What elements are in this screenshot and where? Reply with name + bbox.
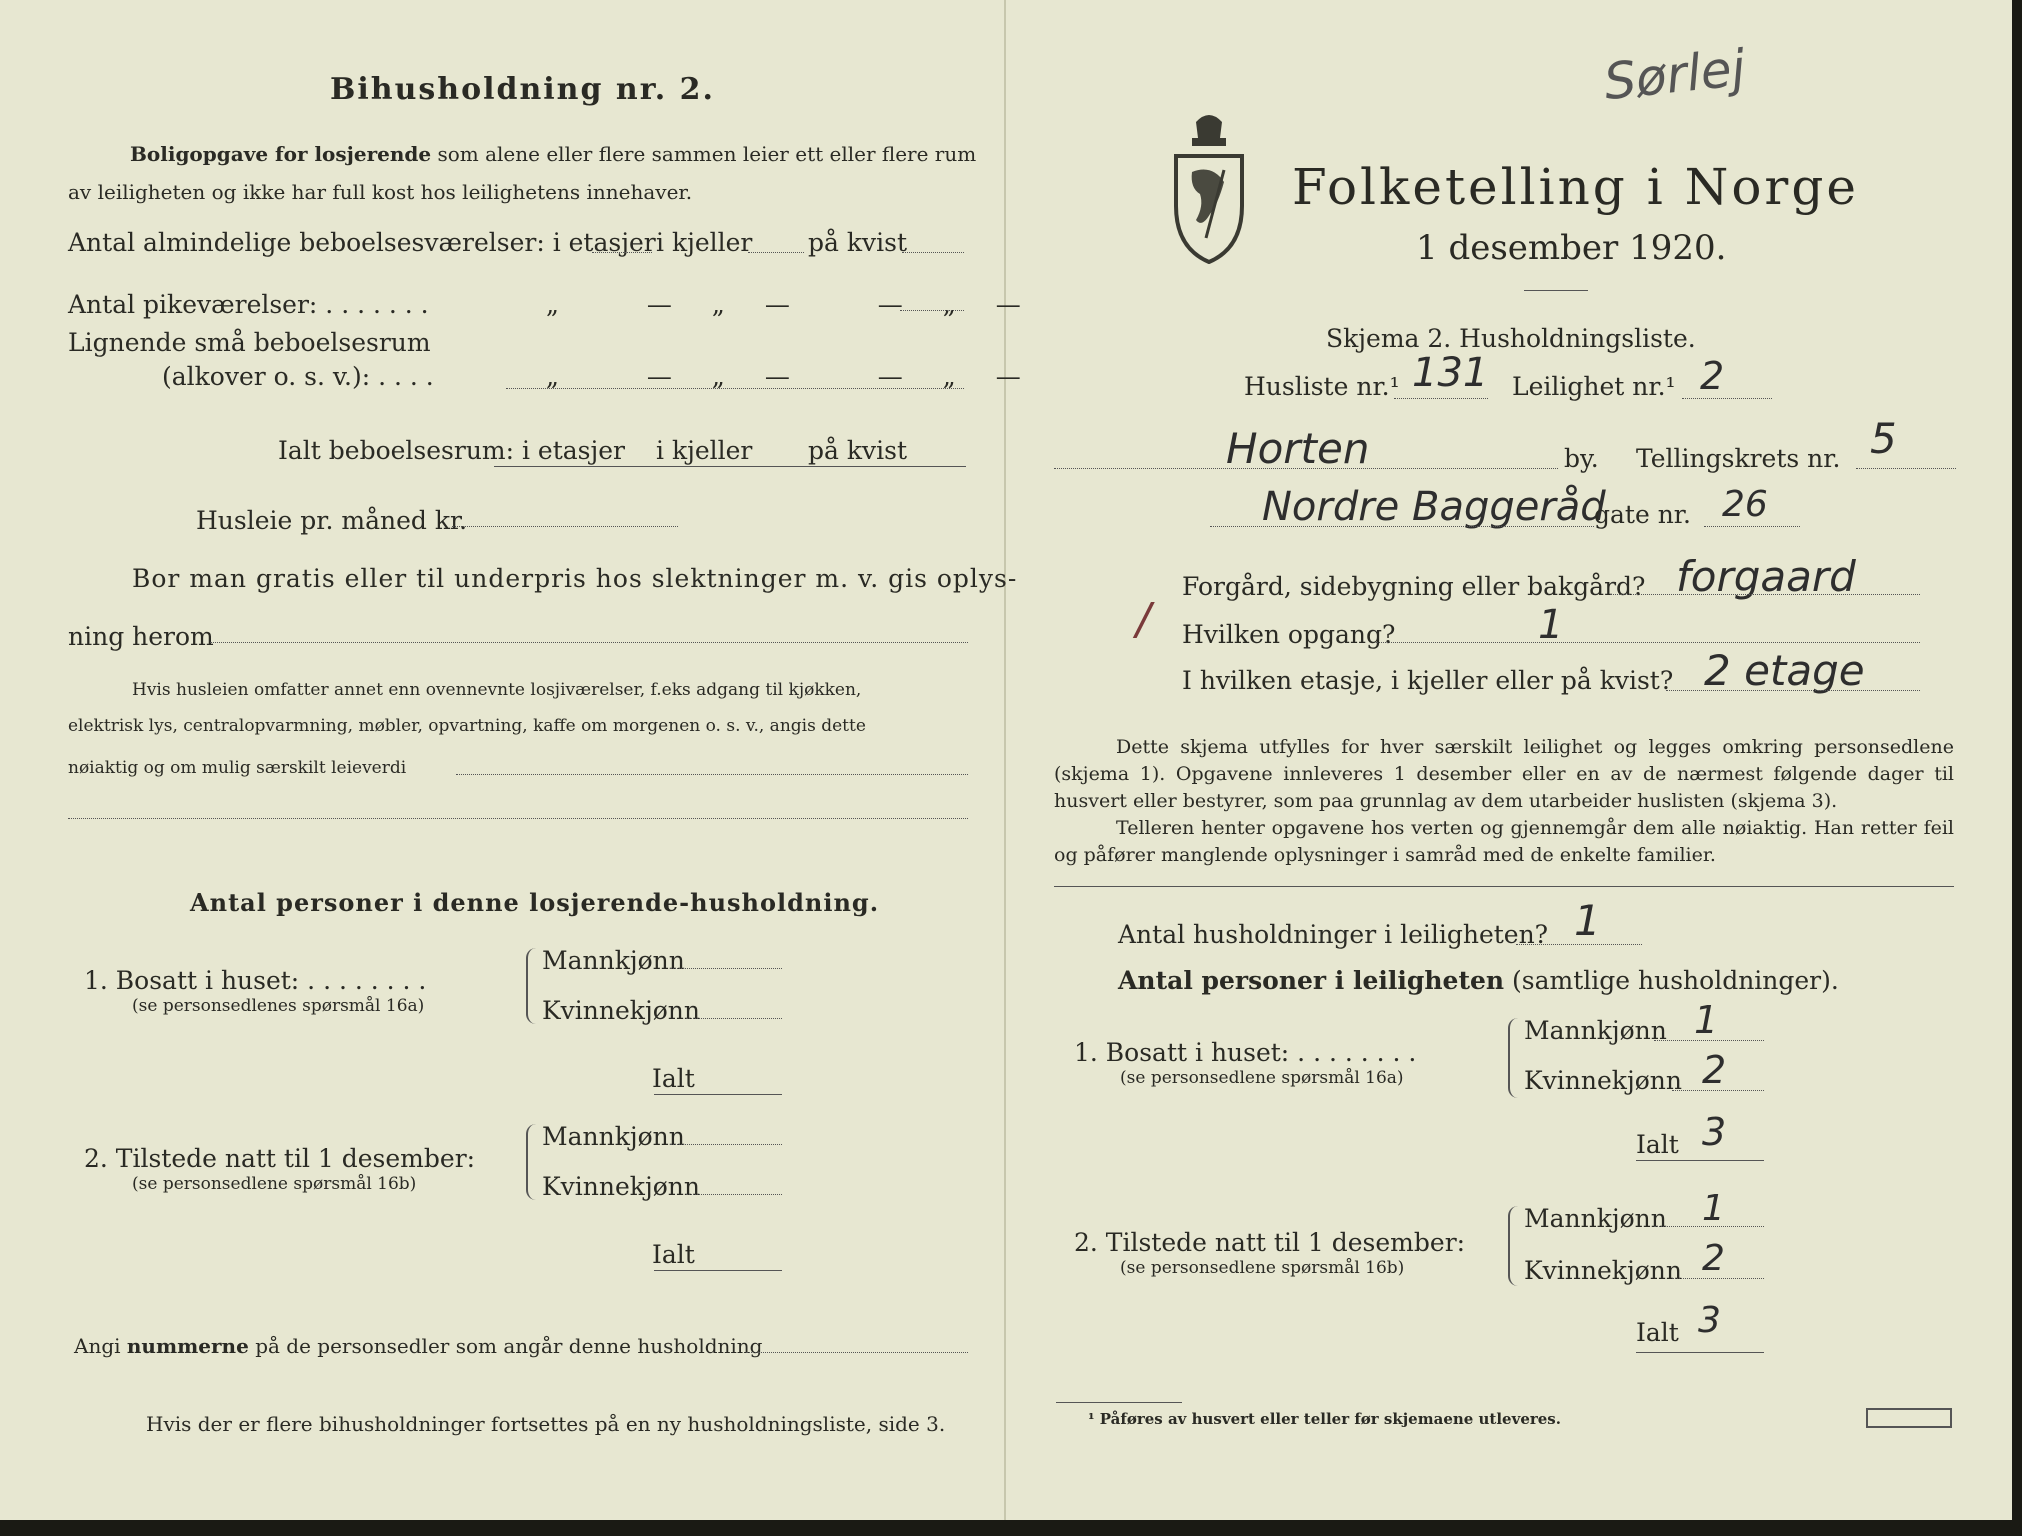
- by-value: Horten: [1226, 424, 1370, 473]
- instruction-para-1: Dette skjema utfylles for hver særskilt leilighet og legges omkring personsedlene (skjema 1). Opgavene innleveres 1 desember eller en av de nærmest følgende dager til husvert eller bestyrer, som paa grunnlag av dem utarbeider huslisten (skjema 3).: [1054, 736, 1954, 812]
- rooms-kvist-field[interactable]: [902, 252, 964, 253]
- left-q1-ialt-rule[interactable]: [654, 1094, 782, 1095]
- hush-field[interactable]: [1516, 944, 1642, 945]
- opgang-value: 1: [1538, 602, 1564, 648]
- form-date: 1 desember 1920.: [1416, 228, 1727, 268]
- right-q2-mann-field[interactable]: [1654, 1226, 1764, 1227]
- hvis-text-3: nøiaktig og om mulig særskilt leieverdi: [68, 758, 407, 778]
- right-q1-label: 1. Bosatt i huset: . . . . . . . .: [1074, 1038, 1417, 1067]
- left-q2-mann-label: Mannkjønn: [542, 1122, 685, 1151]
- intro-line-2: av leiligheten og ikke har full kost hos leilighetens innehaver.: [68, 180, 693, 204]
- hvis-text-2: elektrisk lys, centralopvarmning, møbler, opvartning, kaffe om morgenen o. s. v., angis dette: [68, 716, 866, 736]
- rooms-kvist-label: på kvist: [808, 228, 907, 257]
- husliste-value: 131: [1412, 350, 1489, 396]
- pike-label: Antal pikeværelser: . . . . . . .: [68, 290, 429, 319]
- right-q2-brace: [1508, 1206, 1520, 1286]
- right-persons-bold: Antal personer i leiligheten: [1118, 966, 1505, 995]
- angi-field[interactable]: [746, 1352, 968, 1353]
- left-q2-mann-field[interactable]: [670, 1144, 782, 1145]
- left-q2-kvinne-field[interactable]: [686, 1194, 782, 1195]
- krets-label: Tellingskrets nr.: [1636, 444, 1841, 473]
- right-q2-kvinne-value: 2: [1702, 1238, 1725, 1279]
- instruction-para-2: Telleren henter opgavene hos verten og gjennemgår dem alle nøiaktig. Han retter feil og påfører manglende oplysninger i samråd med de enkelte familier.: [1054, 817, 1954, 866]
- husliste-label: Husliste nr.¹: [1244, 372, 1400, 401]
- right-q2-ialt-value: 3: [1698, 1300, 1721, 1341]
- leilighet-value: 2: [1700, 354, 1725, 398]
- footnote-rule: [1056, 1402, 1182, 1403]
- gate-nr-field[interactable]: [1704, 526, 1800, 527]
- right-q1-ialt-rule[interactable]: [1636, 1160, 1764, 1161]
- right-q2-mann-label: Mannkjønn: [1524, 1204, 1667, 1233]
- intro-line-1: [130, 142, 976, 166]
- right-q1-kvinne-label: Kvinnekjønn: [1524, 1066, 1682, 1095]
- schema-label: Skjema 2. Husholdningsliste.: [1326, 324, 1696, 353]
- forgard-value: forgaard: [1676, 552, 1856, 601]
- page-fold: [1004, 0, 1006, 1520]
- left-q2-sub: (se personsedlene spørsmål 16b): [132, 1174, 417, 1194]
- left-q1-mann-field[interactable]: [670, 968, 782, 969]
- right-q2-mann-value: 1: [1702, 1188, 1725, 1229]
- left-q1-ialt-label: Ialt: [652, 1064, 695, 1093]
- husleie-label: Husleie pr. måned kr.: [196, 506, 468, 535]
- intro-bold: Boligopgave for losjerende: [130, 142, 432, 166]
- hvis-text-1: Hvis husleien omfatter annet enn ovennevnte losjiværelser, f.eks adgang til kjøkken,: [132, 680, 862, 700]
- leilighet-label: Leilighet nr.¹: [1512, 372, 1676, 401]
- right-q1-kvinne-field[interactable]: [1672, 1090, 1764, 1091]
- left-heading: Bihusholdning nr. 2.: [330, 72, 715, 107]
- rooms-etasjer-field[interactable]: [592, 252, 652, 253]
- coat-of-arms-icon: [1166, 108, 1252, 264]
- footnote: ¹ Påføres av husvert eller teller før skjemaene utleveres.: [1088, 1410, 1561, 1428]
- right-q1-mann-value: 1: [1694, 998, 1719, 1042]
- left-q2-label: 2. Tilstede natt til 1 desember:: [84, 1144, 476, 1173]
- lign-ditto: „ —„— —„—: [546, 362, 1061, 391]
- right-q1-ialt-label: Ialt: [1636, 1130, 1679, 1159]
- ialt-rooms-rule: [494, 466, 966, 467]
- printer-stamp-icon: [1866, 1408, 1952, 1428]
- by-label: by.: [1564, 444, 1599, 473]
- angi-line: [74, 1334, 762, 1358]
- husliste-field[interactable]: [1394, 398, 1488, 399]
- lign-field-line[interactable]: [506, 388, 964, 389]
- ialt-kvist-label: på kvist: [808, 436, 907, 465]
- forgard-label: Forgård, sidebygning eller bakgård?: [1182, 572, 1646, 601]
- bor-field[interactable]: [210, 642, 968, 643]
- right-q1-kvinne-value: 2: [1702, 1048, 1727, 1092]
- angi-pre: Angi: [74, 1334, 121, 1358]
- etasje-label: I hvilken etasje, i kjeller eller på kvist?: [1182, 666, 1674, 695]
- pike-kvist-field[interactable]: [900, 310, 964, 311]
- right-q2-sub: (se personsedlene spørsmål 16b): [1120, 1258, 1405, 1278]
- right-q2-label: 2. Tilstede natt til 1 desember:: [1074, 1228, 1466, 1257]
- ialt-kjeller-label: i kjeller: [656, 436, 753, 465]
- title-rule: [1524, 290, 1588, 291]
- instruction-rule: [1054, 886, 1954, 887]
- left-q2-brace: [526, 1124, 538, 1200]
- right-q1-sub: (se personsedlene spørsmål 16a): [1120, 1068, 1404, 1088]
- gate-field[interactable]: [1210, 526, 1594, 527]
- left-q1-brace: [526, 948, 538, 1024]
- rooms-kjeller-label: i kjeller: [656, 228, 753, 257]
- right-q2-kvinne-label: Kvinnekjønn: [1524, 1256, 1682, 1285]
- right-q2-ialt-rule[interactable]: [1636, 1352, 1764, 1353]
- left-q1-sub: (se personsedlenes spørsmål 16a): [132, 996, 425, 1016]
- krets-field[interactable]: [1856, 468, 1956, 469]
- intro-rest-1: som alene eller flere sammen leier ett eller flere rum: [437, 142, 977, 166]
- corner-handwriting: Sørlej: [1601, 38, 1749, 112]
- right-q1-mann-label: Mannkjønn: [1524, 1016, 1667, 1045]
- angi-post: på de personsedler som angår denne husholdning: [255, 1334, 763, 1358]
- left-q1-kvinne-field[interactable]: [686, 1018, 782, 1019]
- right-q2-ialt-label: Ialt: [1636, 1318, 1679, 1347]
- ialt-rooms-label: Ialt beboelsesrum: i etasjer: [278, 436, 626, 465]
- left-q2-ialt-label: Ialt: [652, 1240, 695, 1269]
- pike-ditto: „ —„— —„—: [546, 290, 1061, 319]
- forgard-field[interactable]: [1610, 594, 1920, 595]
- krets-value: 5: [1870, 414, 1897, 463]
- left-footer: Hvis der er flere bihusholdninger fortsettes på en ny husholdningsliste, side 3.: [146, 1412, 946, 1436]
- right-q1-brace: [1508, 1018, 1520, 1098]
- gate-value: Nordre Baggeråd: [1262, 484, 1606, 530]
- bor-text-2: ning herom: [68, 622, 214, 651]
- husleie-field[interactable]: [452, 526, 678, 527]
- bor-text-1: Bor man gratis eller til underpris hos slektninger m. v. gis oplys-: [132, 564, 1018, 593]
- rooms-label: Antal almindelige beboelsesværelser: i etasjer: [68, 228, 656, 257]
- right-persons-heading: [1118, 966, 1839, 995]
- lign-label-2: (alkover o. s. v.): . . . .: [162, 362, 434, 391]
- left-q1-kvinne-label: Kvinnekjønn: [542, 996, 700, 1025]
- gate-label: gate nr.: [1594, 500, 1691, 529]
- opgang-field[interactable]: [1376, 642, 1920, 643]
- by-field[interactable]: [1054, 468, 1558, 469]
- leilighet-field[interactable]: [1682, 398, 1772, 399]
- left-q2-ialt-rule[interactable]: [654, 1270, 782, 1271]
- right-q1-mann-field[interactable]: [1654, 1040, 1764, 1041]
- rooms-kjeller-field[interactable]: [748, 252, 804, 253]
- left-q1-label: 1. Bosatt i huset: . . . . . . . .: [84, 966, 427, 995]
- leieverdi-field[interactable]: [456, 774, 968, 775]
- etasje-value: 2 etage: [1704, 646, 1865, 695]
- etasje-field[interactable]: [1666, 690, 1920, 691]
- hush-label: Antal husholdninger i leiligheten?: [1118, 920, 1549, 949]
- leieverdi-field-2[interactable]: [68, 818, 968, 819]
- opgang-label: Hvilken opgang?: [1182, 620, 1396, 649]
- right-q1-ialt-value: 3: [1702, 1110, 1727, 1154]
- right-persons-rest: (samtlige husholdninger).: [1512, 966, 1839, 995]
- left-q2-kvinne-label: Kvinnekjønn: [542, 1172, 700, 1201]
- form-title: Folketelling i Norge: [1292, 158, 1859, 216]
- right-q2-kvinne-field[interactable]: [1672, 1278, 1764, 1279]
- hush-value: 1: [1574, 896, 1601, 945]
- left-q1-mann-label: Mannkjønn: [542, 946, 685, 975]
- lign-label-1: Lignende små beboelsesrum: [68, 328, 431, 357]
- margin-mark: /: [1136, 594, 1151, 645]
- gate-nr-value: 26: [1722, 484, 1768, 525]
- angi-bold: nummerne: [126, 1334, 249, 1358]
- left-persons-heading: Antal personer i denne losjerende-husholdning.: [190, 888, 880, 917]
